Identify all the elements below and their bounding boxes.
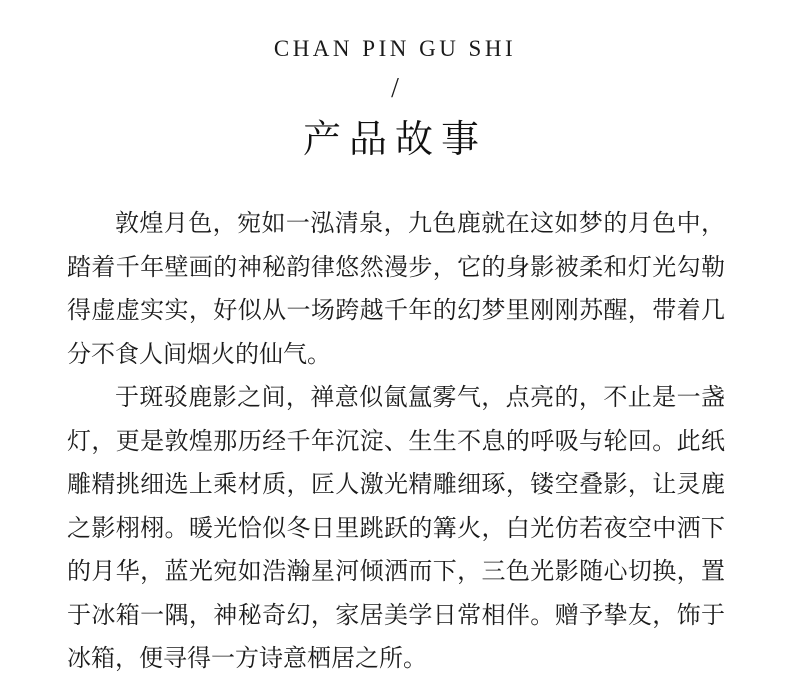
page-title: 产品故事 — [302, 117, 487, 161]
story-text — [67, 202, 725, 681]
title-divider: / — [391, 73, 399, 104]
story-paragraph-1: 敦煌月色，宛如一泓清泉，九色鹿就在这如梦的月色中，踏着千年壁画的神秘韵律悠然漫步，它的身影被柔和灯光勾勒得虚虚实实，好似从一场跨越千年的幻梦里刚刚苏醒，带着几分不食人间烟火的仙气。 — [67, 209, 725, 368]
story-paragraph-2: 于斑驳鹿影之间，禅意似氤氲雾气，点亮的，不止是一盏灯，更是敦煌那历经千年沉淀、生生不息的呼吸与轮回。此纸雕精挑细选上乘材质，匠人激光精雕细琢，镂空叠影，让灵鹿之影栩栩。暖光恰似冬日里跳跃的篝火，白光仿若夜空中洒下的月华，蓝光宛如浩瀚星河倾洒而下，三色光影随心切换，置于冰箱一隅，神秘奇幻，家居美学日常相伴。赠予挚友，饰于冰箱，便寻得一方诗意栖居之所。 — [67, 383, 725, 672]
title-pinyin: CHAN PIN GU SHI — [273, 36, 517, 61]
